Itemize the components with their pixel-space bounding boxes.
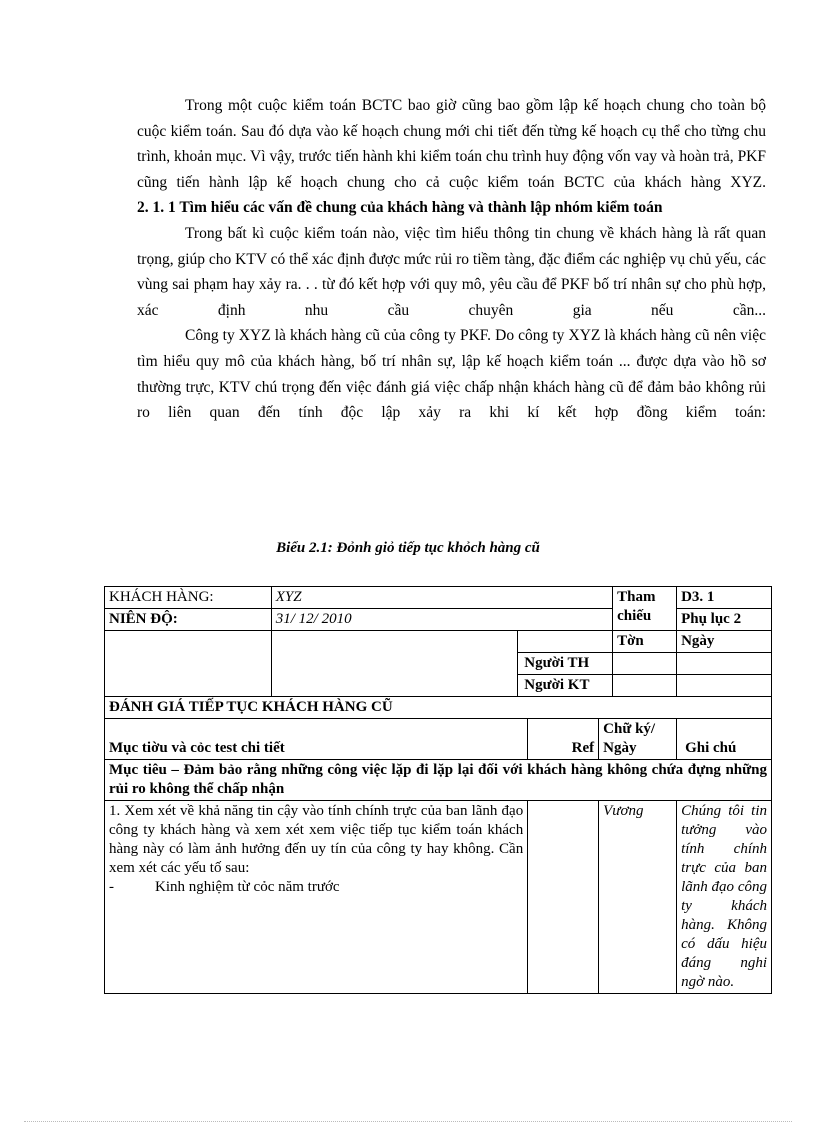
form-row-columns	[105, 719, 772, 760]
objective-text: Mục tiêu – Đảm bảo rằng những công việc lặp đi lặp lại đối với khách hàng không chứa đựng những rủi ro không thể chấp nhận	[105, 760, 772, 801]
appendix-label: Phụ lục 2	[677, 609, 772, 631]
item-1-note: Chúng tôi tin tưởng vào tính chính trực của ban lãnh đạo công ty khách hàng. Không có dấu hiệu đáng nghi ngờ nào.	[677, 801, 772, 994]
reviewer-date	[677, 675, 772, 697]
form-row-section	[105, 697, 772, 719]
client-value: XYZ	[271, 587, 612, 609]
bullet-dash: -	[109, 879, 114, 895]
item-1-ref	[528, 801, 599, 994]
form-row-item-1	[105, 801, 772, 994]
column-objectives: Mục tiờu và cỏc test chi tiết	[105, 719, 528, 760]
reference-label: Tham chiếu	[613, 587, 677, 631]
column-ref: Ref	[528, 719, 599, 760]
section-heading: 2. 1. 1 Tìm hiểu các vấn đề chung của khách hàng và thành lập nhóm kiểm toán	[137, 199, 663, 217]
section-title: ĐÁNH GIÁ TIẾP TỤC KHÁCH HÀNG CŨ	[105, 697, 772, 719]
paragraph-old-client: Công ty XYZ là khách hàng cũ của công ty PKF. Do công ty XYZ là khách hàng cũ nên việc tìm hiểu quy mô của khách hàng, bố trí nhân sự, lập kế hoạch kiểm toán ... được dựa vào hồ sơ thường trực, KTV chú trọng đến việc đánh giá việc chấp nhận khách hàng cũ để đảm bảo không rủi ro liên quan đến tính độc lập xảy ra khi kí kết hợp đồng kiểm toán:	[137, 327, 766, 422]
column-notes: Ghi chú	[677, 719, 772, 760]
period-label: NIÊN ĐỘ:	[105, 609, 272, 631]
performer-date	[677, 653, 772, 675]
page-bottom-rule	[24, 1121, 792, 1122]
table-caption: Biểu 2.1: Đỏnh giỏ tiếp tục khỏch hàng cũ	[276, 540, 540, 556]
blank-cell-mid	[271, 631, 517, 697]
bullet-text: Kinh nghiệm từ cỏc năm trước	[155, 879, 340, 895]
date-label: Ngày	[677, 631, 772, 653]
reviewer-sheet	[613, 675, 677, 697]
item-1-bullet	[109, 878, 523, 897]
body-text	[137, 93, 766, 426]
paragraph-client-info: Trong bất kì cuộc kiểm toán nào, việc tìm hiểu thông tin chung về khách hàng là rất quan trọng, giúp cho KTV có thể xác định được mức rủi ro tiềm tàng, đặc điểm các nghiệp vụ chủ yếu, các vùng sai phạm hay xảy ra. . . từ đó kết hợp với quy mô, yêu cầu để PKF bố trí nhân sự cho phù hợp, xác định nhu cầu chuyên gia nếu cần...	[137, 224, 767, 319]
sheet-label: Tờn	[613, 631, 677, 653]
client-evaluation-form	[104, 586, 772, 994]
column-sign: Chữ ký/ Ngày	[599, 719, 677, 760]
item-1-text: 1. Xem xét về khả năng tin cậy vào tính chính trực của ban lãnh đạo công ty khách hàng và xem xét xem việc tiếp tục kiểm toán khách hàng này có làm ảnh hưởng đến uy tín của công ty hay không. Cần xem xét các yếu tố sau:	[109, 803, 524, 876]
performer-sheet	[613, 653, 677, 675]
reviewer-label: Người KT	[518, 675, 613, 697]
form-row-objective	[105, 760, 772, 801]
paragraph-planning: Trong một cuộc kiểm toán BCTC bao giờ cũng bao gồm lập kế hoạch chung cho toàn bộ cuộc kiểm toán. Sau đó dựa vào kế hoạch chung mới chi tiết đến từng kế hoạch cụ thể cho từng chu trình, khoản mục. Vì vậy, trước tiến hành khi kiểm toán chu trình huy động vốn vay và hoàn trả, PKF cũng tiến hành lập kế hoạch chung cho cả cuộc kiểm toán BCTC của khách hàng XYZ.	[137, 97, 766, 191]
form-row-client	[105, 587, 772, 609]
performer-label: Người TH	[518, 653, 613, 675]
period-value: 31/ 12/ 2010	[271, 609, 612, 631]
blank-cell-header	[518, 631, 613, 653]
reference-code: D3. 1	[677, 587, 772, 609]
client-label: KHÁCH HÀNG:	[105, 587, 272, 609]
item-1-cell	[105, 801, 528, 994]
item-1-sign: Vương	[599, 801, 677, 994]
form-row-sheet	[105, 631, 772, 653]
blank-cell-left	[105, 631, 272, 697]
